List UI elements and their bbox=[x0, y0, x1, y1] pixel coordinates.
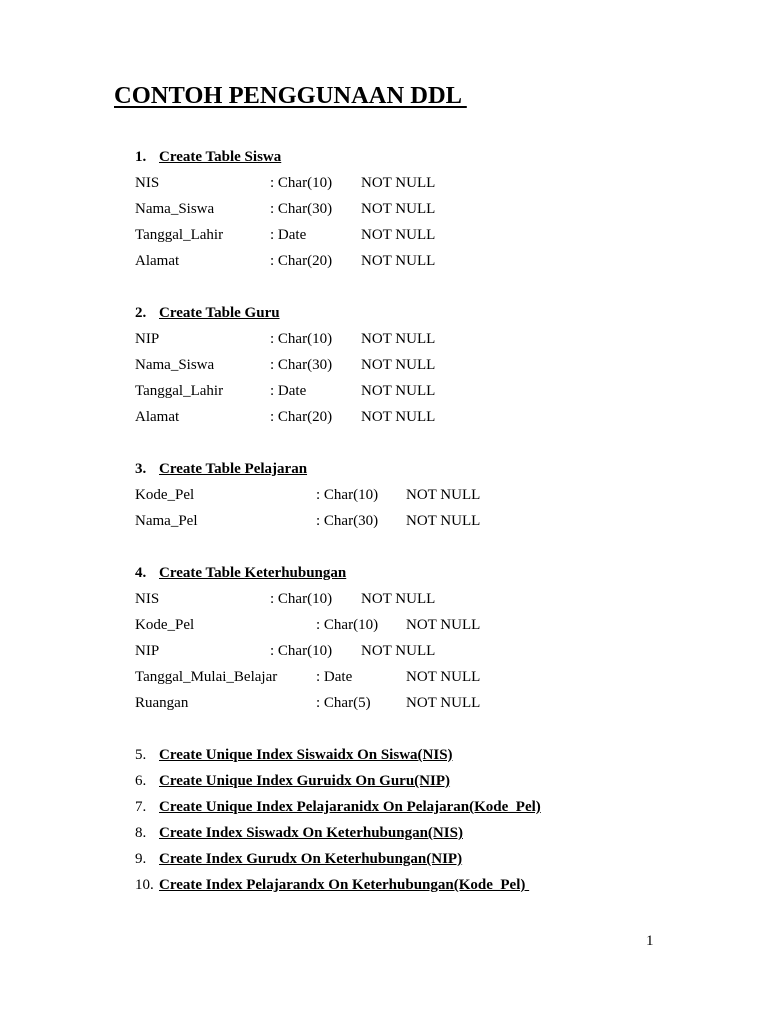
field-type: : Char(10) bbox=[316, 617, 379, 633]
statement-number: 9. bbox=[135, 851, 147, 867]
field-type: : Char(10) bbox=[270, 331, 333, 347]
field-name: Alamat bbox=[135, 409, 180, 425]
section-number: 4. bbox=[135, 565, 147, 581]
field-constraint: NOT NULL bbox=[361, 383, 436, 399]
page-number: 1 bbox=[646, 933, 654, 949]
statement-text: Create Unique Index Siswaidx On Siswa(NIS) bbox=[159, 747, 453, 763]
field-type: : Char(10) bbox=[270, 175, 333, 191]
field-type: : Char(30) bbox=[316, 513, 379, 529]
field-constraint: NOT NULL bbox=[361, 331, 436, 347]
statement-number: 8. bbox=[135, 825, 147, 841]
statement-text: Create Index Gurudx On Keterhubungan(NIP) bbox=[159, 851, 463, 867]
field-name: Kode_Pel bbox=[135, 487, 195, 503]
field-name: Kode_Pel bbox=[135, 617, 195, 633]
field-name: Alamat bbox=[135, 253, 180, 269]
field-name: Nama_Pel bbox=[135, 513, 198, 529]
field-constraint: NOT NULL bbox=[361, 357, 436, 373]
section-number: 1. bbox=[135, 149, 147, 165]
statement-number: 5. bbox=[135, 747, 147, 763]
field-name: Nama_Siswa bbox=[135, 357, 215, 373]
field-constraint: NOT NULL bbox=[361, 201, 436, 217]
field-type: : Date bbox=[270, 227, 307, 243]
statement-text: Create Unique Index Pelajaranidx On Pelajaran(Kode_Pel) bbox=[159, 799, 541, 815]
field-name: Nama_Siswa bbox=[135, 201, 215, 217]
field-name: Tanggal_Lahir bbox=[135, 227, 224, 243]
section-title: Create Table Siswa bbox=[159, 149, 282, 165]
field-constraint: NOT NULL bbox=[361, 253, 436, 269]
field-type: : Char(30) bbox=[270, 357, 333, 373]
field-constraint: NOT NULL bbox=[406, 669, 481, 685]
page-title: CONTOH PENGGUNAAN DDL bbox=[114, 82, 467, 109]
field-type: : Char(20) bbox=[270, 409, 333, 425]
field-type: : Char(20) bbox=[270, 253, 333, 269]
field-type: : Char(10) bbox=[316, 487, 379, 503]
statement-number: 10. bbox=[135, 877, 154, 893]
field-constraint: NOT NULL bbox=[361, 175, 436, 191]
field-name: NIS bbox=[135, 591, 160, 607]
field-type: : Char(10) bbox=[270, 643, 333, 659]
field-constraint: NOT NULL bbox=[406, 513, 481, 529]
statement-text: Create Index Siswadx On Keterhubungan(NIS) bbox=[159, 825, 463, 841]
statement-text: Create Unique Index Guruidx On Guru(NIP) bbox=[159, 773, 451, 789]
field-name: Tanggal_Lahir bbox=[135, 383, 224, 399]
field-constraint: NOT NULL bbox=[406, 617, 481, 633]
field-name: NIP bbox=[135, 643, 160, 659]
section-title: Create Table Keterhubungan bbox=[159, 565, 347, 581]
statement-number: 7. bbox=[135, 799, 147, 815]
field-type: : Char(5) bbox=[316, 695, 371, 711]
field-name: NIP bbox=[135, 331, 160, 347]
section-number: 2. bbox=[135, 305, 147, 321]
field-type: : Char(30) bbox=[270, 201, 333, 217]
field-type: : Char(10) bbox=[270, 591, 333, 607]
field-constraint: NOT NULL bbox=[361, 409, 436, 425]
section-number: 3. bbox=[135, 461, 147, 477]
field-name: NIS bbox=[135, 175, 160, 191]
field-name: Ruangan bbox=[135, 695, 189, 711]
field-type: : Date bbox=[316, 669, 353, 685]
field-name: Tanggal_Mulai_Belajar bbox=[135, 669, 278, 685]
field-constraint: NOT NULL bbox=[406, 695, 481, 711]
field-constraint: NOT NULL bbox=[361, 643, 436, 659]
statement-text: Create Index Pelajarandx On Keterhubungan(Kode_Pel) bbox=[159, 877, 530, 893]
statement-number: 6. bbox=[135, 773, 147, 789]
field-type: : Date bbox=[270, 383, 307, 399]
field-constraint: NOT NULL bbox=[361, 591, 436, 607]
section-title: Create Table Guru bbox=[159, 305, 280, 321]
field-constraint: NOT NULL bbox=[361, 227, 436, 243]
section-title: Create Table Pelajaran bbox=[159, 461, 308, 477]
field-constraint: NOT NULL bbox=[406, 487, 481, 503]
